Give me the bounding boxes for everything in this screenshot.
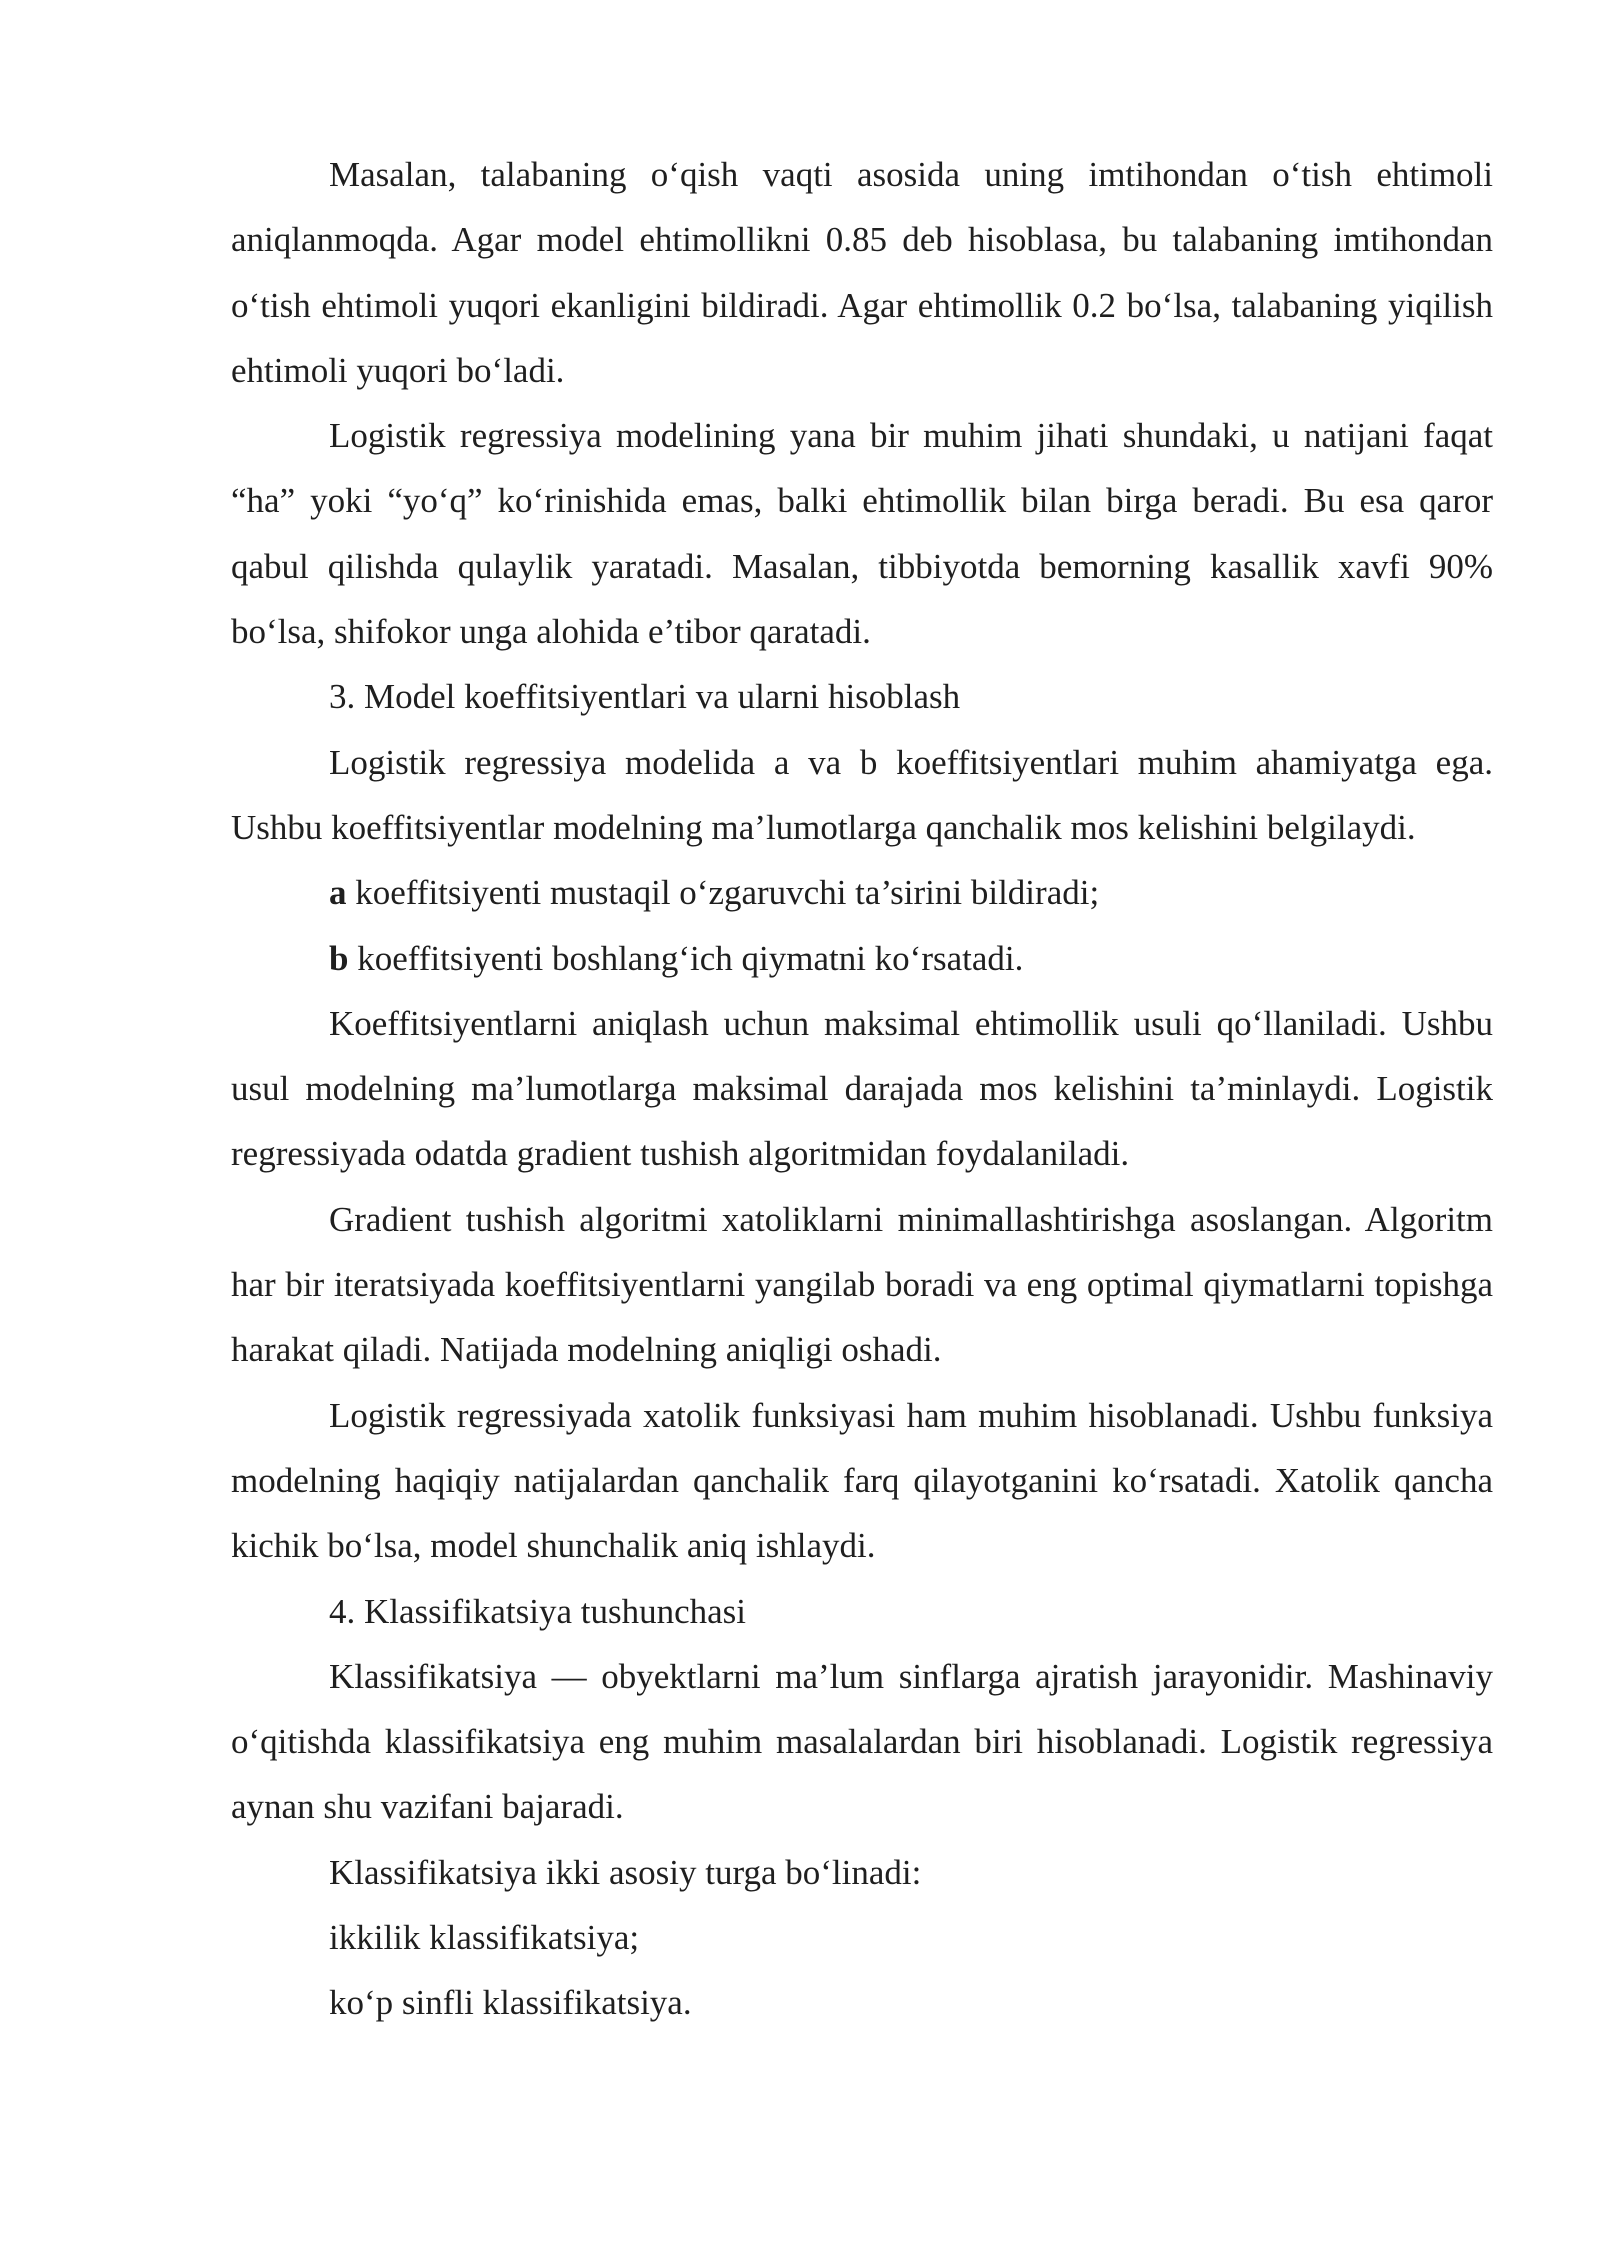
list-item-multiclass-classification: ko‘p sinfli klassifikatsiya.: [329, 1983, 692, 2023]
paragraph-gradient-descent: Gradient tushish algoritmi xatoliklarni minimallashtirishga asoslangan. Algoritm har bir iteratsiyada koeffitsiyentlarni yangilab boradi va eng optimal qiymatlarni topishga harakat qiladi. Natijada modelning aniqligi oshadi.: [231, 1199, 1493, 1370]
paragraph-probability-output: Logistik regressiya modelining yana bir muhim jihati shundaki, u natijani faqat “ha” yoki “yo‘q” ko‘rinishida emas, balki ehtimollik bilan birga beradi. Bu esa qaror qabul qilishda qulaylik yaratadi. Masalan, tibbiyotda bemorning kasallik xavfi 90% bo‘lsa, shifokor unga alohida e’tibor qaratadi.: [231, 416, 1493, 652]
list-item-coefficient-a: [231, 860, 1493, 925]
section-heading-coefficients: 3. Model koeffitsiyentlari va ularni hisoblash: [329, 677, 961, 717]
paragraph-loss-function: Logistik regressiyada xatolik funksiyasi ham muhim hisoblanadi. Ushbu funksiya modelning haqiqiy natijalardan qanchalik farq qilayotganini ko‘rsatadi. Xatolik qancha kichik bo‘lsa, model shunchalik aniq ishlaydi.: [231, 1395, 1493, 1566]
document-page: [231, 142, 1493, 2036]
paragraph-coefficients-intro: Logistik regressiya modelida a va b koeffitsiyentlari muhim ahamiyatga ega. Ushbu koeffitsiyentlar modelning ma’lumotlarga qanchalik mos kelishini belgilaydi.: [231, 742, 1493, 847]
coefficient-b-text: koeffitsiyenti boshlang‘ich qiymatni ko‘rsatadi.: [348, 938, 1024, 978]
paragraph-classification-definition: Klassifikatsiya — obyektlarni ma’lum sinflarga ajratish jarayonidir. Mashinaviy o‘qitishda klassifikatsiya eng muhim masalalardan biri hisoblanadi. Logistik regressiya aynan shu vazifani bajaradi.: [231, 1656, 1493, 1827]
paragraph-classification-types: Klassifikatsiya ikki asosiy turga bo‘linadi:: [329, 1852, 922, 1892]
section-heading-classification: 4. Klassifikatsiya tushunchasi: [329, 1591, 747, 1631]
paragraph-example-probability: Masalan, talabaning o‘qish vaqti asosida uning imtihondan o‘tish ehtimoli aniqlanmoqda. Agar model ehtimollikni 0.85 deb hisoblasa, bu talabaning imtihondan o‘tish ehtimoli yuqori ekanligini bildiradi. Agar ehtimollik 0.2 bo‘lsa, talabaning yiqilish ehtimoli yuqori bo‘ladi.: [231, 155, 1493, 390]
coefficient-a-label: a: [329, 873, 347, 913]
paragraph-max-likelihood: Koeffitsiyentlarni aniqlash uchun maksimal ehtimollik usuli qo‘llaniladi. Ushbu usul modelning ma’lumotlarga maksimal darajada mos kelishini ta’minlaydi. Logistik regressiyada odatda gradient tushish algoritmidan foydalaniladi.: [231, 1003, 1493, 1174]
list-item-binary-classification: ikkilik klassifikatsiya;: [329, 1918, 640, 1958]
list-item-coefficient-b: [231, 926, 1493, 991]
coefficient-b-label: b: [329, 938, 349, 978]
coefficient-a-text: koeffitsiyenti mustaqil o‘zgaruvchi ta’sirini bildiradi;: [346, 873, 1100, 913]
